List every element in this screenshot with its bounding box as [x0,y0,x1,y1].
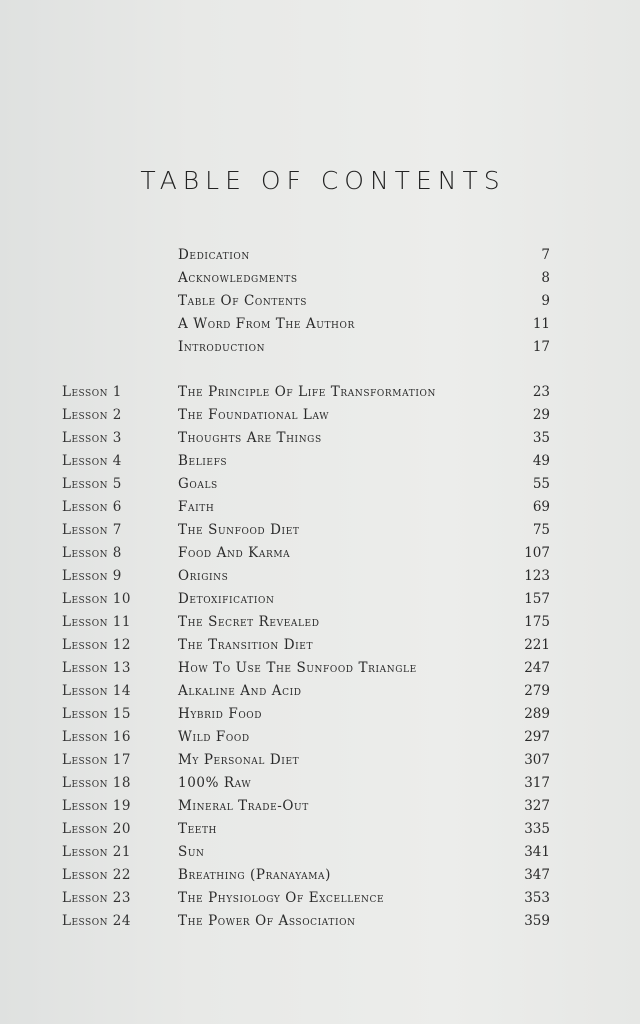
page-number: 341 [524,844,550,860]
lesson-entry [0,637,640,660]
page-number: 49 [532,453,550,469]
page-number: 9 [541,293,550,309]
lesson-number: Lesson 8 [62,545,122,561]
lesson-entry [0,775,640,798]
page-number: 347 [524,867,550,883]
lesson-number: Lesson 2 [62,407,122,423]
page-number: 23 [532,384,550,400]
lesson-title: How To Use The Sunfood Triangle [178,660,417,676]
toc-entry [0,247,640,270]
lesson-number: Lesson 11 [62,614,131,630]
lesson-number: Lesson 16 [62,729,131,745]
page-number: 35 [532,430,550,446]
lesson-number: Lesson 1 [62,384,122,400]
page-number: 307 [524,752,550,768]
entry-title: A Word From The Author [178,316,355,332]
lesson-title: My Personal Diet [178,752,300,768]
page-number: 353 [524,890,550,906]
lesson-title: The Power Of Association [178,913,356,929]
page-number: 289 [524,706,550,722]
lesson-number: Lesson 3 [62,430,122,446]
lesson-entry [0,798,640,821]
lesson-title: Faith [178,499,215,515]
lesson-number: Lesson 20 [62,821,131,837]
lesson-number: Lesson 21 [62,844,131,860]
lesson-entry [0,453,640,476]
lesson-entry [0,683,640,706]
lesson-entry [0,821,640,844]
lesson-title: Detoxification [178,591,275,607]
lesson-number: Lesson 22 [62,867,131,883]
page-number: 17 [532,339,550,355]
entry-title: Acknowledgments [178,270,298,286]
lesson-entry [0,591,640,614]
lesson-entry [0,476,640,499]
page-number: 359 [524,913,550,929]
lesson-entry [0,867,640,890]
lesson-number: Lesson 13 [62,660,131,676]
front-matter-list [0,247,640,362]
lesson-title: Thoughts Are Things [178,430,322,446]
lesson-entry [0,913,640,936]
lesson-number: Lesson 15 [62,706,131,722]
page-number: 8 [541,270,550,286]
toc-entry [0,270,640,293]
lesson-number: Lesson 12 [62,637,131,653]
lesson-entry [0,545,640,568]
lesson-entry [0,499,640,522]
lesson-number: Lesson 9 [62,568,122,584]
lesson-number: Lesson 17 [62,752,131,768]
lesson-title: Sun [178,844,205,860]
entry-title: Table Of Contents [178,293,307,309]
page-number: 297 [524,729,550,745]
lesson-title: Alkaline And Acid [178,683,302,699]
page-number: 221 [524,637,550,653]
lesson-entry [0,568,640,591]
page-number: 123 [524,568,550,584]
lesson-title: Food And Karma [178,545,291,561]
page-number: 279 [524,683,550,699]
lesson-entry [0,407,640,430]
lesson-number: Lesson 14 [62,683,131,699]
page-number: 69 [532,499,550,515]
lesson-entry [0,752,640,775]
lesson-entry [0,430,640,453]
lesson-number: Lesson 23 [62,890,131,906]
lesson-number: Lesson 18 [62,775,131,791]
page-title: TABLE OF CONTENTS [140,166,506,195]
lesson-title: The Physiology Of Excellence [178,890,385,906]
lesson-number: Lesson 24 [62,913,131,929]
toc-entry [0,293,640,316]
page-number: 11 [532,316,550,332]
lesson-number: Lesson 6 [62,499,122,515]
lesson-entry [0,660,640,683]
lesson-title: The Transition Diet [178,637,314,653]
lesson-number: Lesson 4 [62,453,122,469]
lesson-title: Mineral Trade-Out [178,798,309,814]
lesson-title: Goals [178,476,218,492]
page-number: 107 [524,545,550,561]
lesson-title: Breathing (Pranayama) [178,867,331,883]
lesson-entry [0,890,640,913]
lesson-number: Lesson 7 [62,522,122,538]
page-number: 247 [524,660,550,676]
lesson-entry [0,729,640,752]
page-number: 75 [532,522,550,538]
page-number: 29 [532,407,550,423]
lesson-entry [0,384,640,407]
page-number: 175 [524,614,550,630]
lesson-title: The Foundational Law [178,407,330,423]
lesson-entry [0,522,640,545]
toc-entry [0,316,640,339]
lesson-title: 100% Raw [178,775,252,791]
lesson-entry [0,706,640,729]
page-number: 7 [541,247,550,263]
lesson-number: Lesson 19 [62,798,131,814]
lesson-title: Beliefs [178,453,228,469]
toc-entry [0,339,640,362]
page-number: 327 [524,798,550,814]
lesson-title: Origins [178,568,229,584]
page-number: 55 [532,476,550,492]
entry-title: Dedication [178,247,250,263]
lesson-title: Wild Food [178,729,250,745]
lesson-entry [0,844,640,867]
page-number: 335 [524,821,550,837]
lesson-number: Lesson 5 [62,476,122,492]
page-number: 317 [524,775,550,791]
lessons-list [0,384,640,936]
lesson-entry [0,614,640,637]
lesson-title: The Principle Of Life Transformation [178,384,436,400]
page-number: 157 [524,591,550,607]
lesson-title: The Secret Revealed [178,614,320,630]
entry-title: Introduction [178,339,266,355]
lesson-number: Lesson 10 [62,591,131,607]
lesson-title: Hybrid Food [178,706,263,722]
lesson-title: Teeth [178,821,217,837]
lesson-title: The Sunfood Diet [178,522,300,538]
